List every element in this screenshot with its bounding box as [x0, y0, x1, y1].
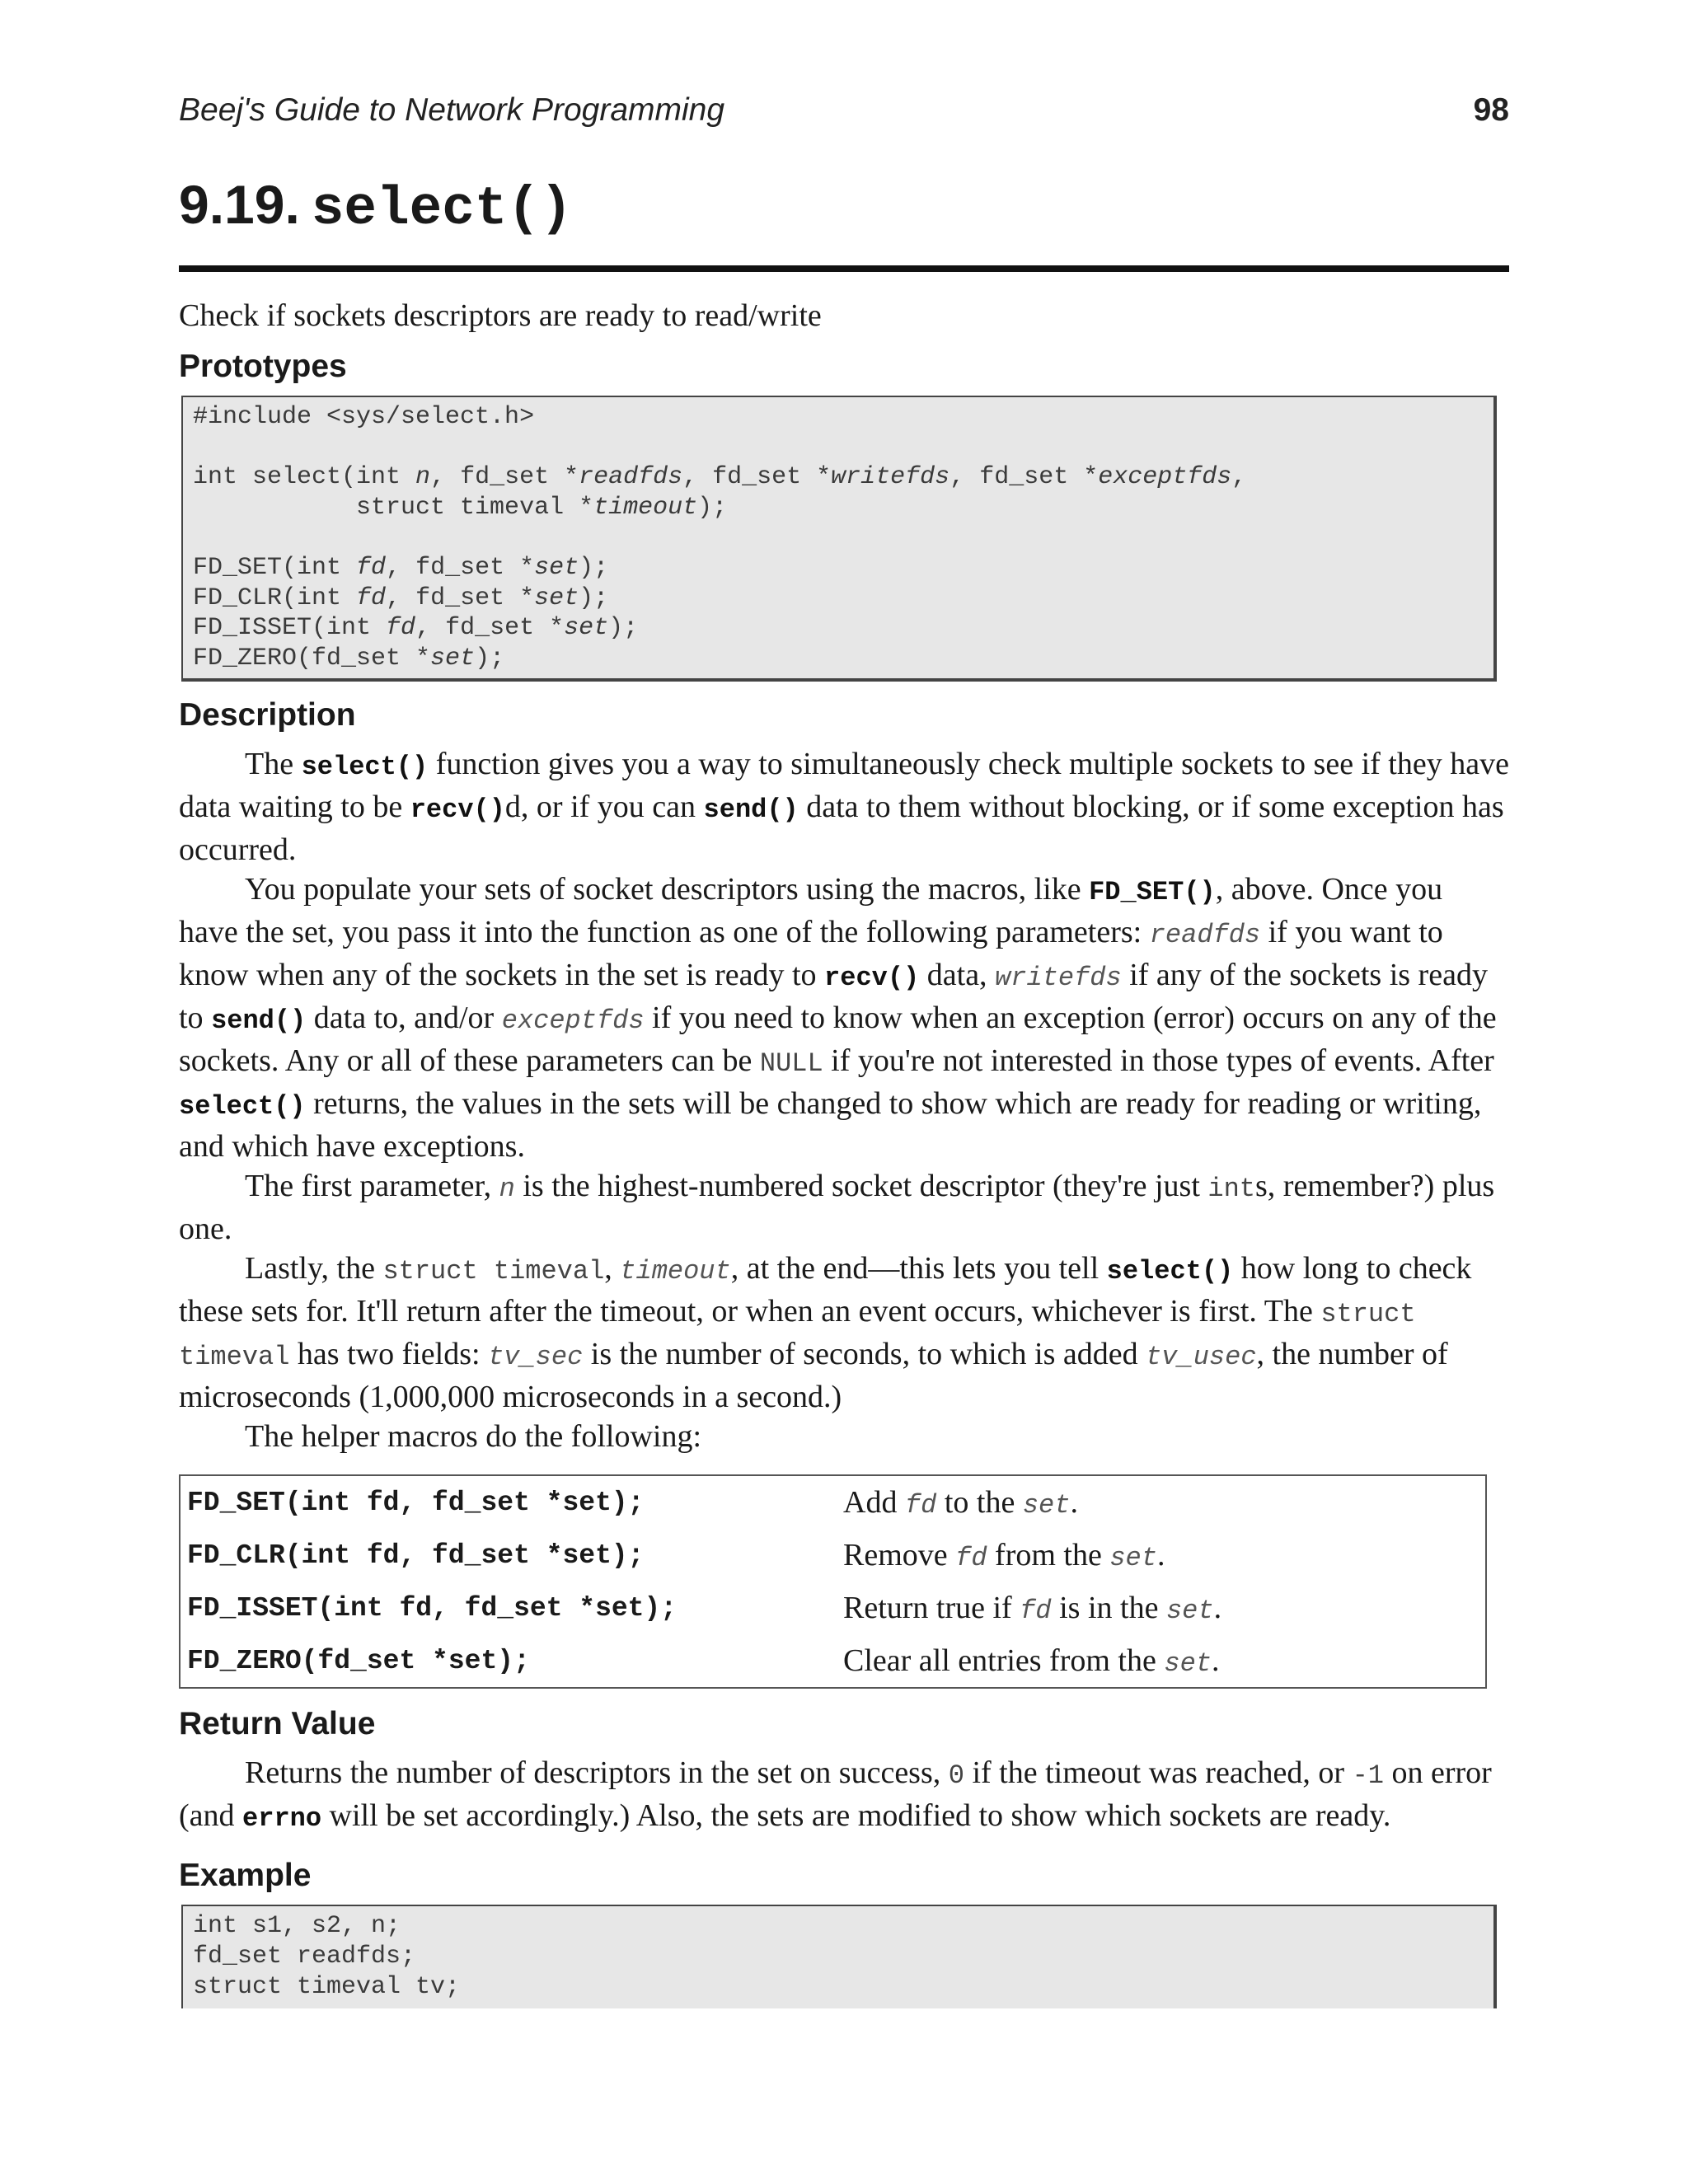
table-row [180, 1634, 1486, 1688]
code-line: struct timeval tv; [193, 1972, 461, 2001]
description-heading: Description [179, 697, 356, 733]
macro-signature: FD_ISSET(int fd, fd_set *set); [187, 1592, 678, 1624]
macro-signature: FD_ZERO(fd_set *set); [187, 1645, 530, 1676]
description-paragraph-3: The first parameter, n is the highest-numbered socket descriptor (they're just ints, remember?) plus one. [179, 1169, 1495, 1247]
function-summary: Check if sockets descriptors are ready to read/write [179, 298, 822, 333]
section-rule [179, 265, 1509, 272]
macro-signature: FD_SET(int fd, fd_set *set); [187, 1487, 645, 1518]
table-row [180, 1529, 1486, 1582]
description-paragraph-1: The select() function gives you a way to simultaneously check multiple sockets to see if they have data waiting to be recv()d, or if you can send() data to them without blocking, or if some exception has occurred. [179, 747, 1509, 868]
macro-signature: FD_CLR(int fd, fd_set *set); [187, 1540, 645, 1571]
running-header [179, 92, 1509, 135]
section-heading [179, 173, 573, 240]
macro-description: Return true if fd is in the set. [843, 1591, 1222, 1627]
description-paragraph-2: You populate your sets of socket descriptors using the macros, like FD_SET(), above. Once you have the set, you pass it into the function as one of the following parameters: readfds if you want to know when any of the sockets in the set is ready to recv() data, writefds if any of the sockets is ready to send() data to, and/or exceptfds if you need to know when an exception (error) occurs on any of the sockets. Any or all of these parameters can be NULL if you're not interested in those types of events. After select() returns, the values in the sets will be changed to show which are ready for reading or writing, and which have exceptions. [179, 872, 1497, 1165]
example-code-block [181, 1905, 1497, 2008]
section-number: 9.19. [179, 174, 300, 235]
section-body [179, 297, 1509, 2008]
book-title: Beej's Guide to Network Programming [179, 92, 725, 128]
table-row [180, 1475, 1486, 1529]
prototypes-code: #include <sys/select.h> int select(int n, fd_set *readfds, fd_set *writefds, fd_set *exceptfds, struct timeval *timeout); FD_SET(int fd, fd_set *set); FD_CLR(int fd, fd_set *set); FD_ISSET(int fd, fd_set *set); FD_ZERO(fd_set *set); [193, 403, 1247, 673]
return-value-heading: Return Value [179, 1706, 376, 1742]
example-heading: Example [179, 1858, 312, 1894]
prototypes-code-block [181, 396, 1497, 682]
helper-macros-table [179, 1474, 1487, 1689]
prototypes-heading: Prototypes [179, 349, 347, 384]
macro-description: Add fd to the set. [843, 1485, 1078, 1521]
description-paragraph-4: Lastly, the struct timeval, timeout, at the end—this lets you tell select() how long to check these sets for. It'll return after the timeout, or when an event occurs, whichever is first. The struct timeval has two fields: tv_sec is the number of seconds, to which is added tv_usec, the number of microseconds (1,000,000 microseconds in a second.) [179, 1251, 1472, 1415]
code-line: fd_set readfds; [193, 1942, 416, 1971]
section-function-name: select() [311, 178, 573, 240]
description-paragraph-5: The helper macros do the following: [245, 1419, 702, 1455]
macro-description: Clear all entries from the set. [843, 1643, 1220, 1680]
return-value-paragraph: Returns the number of descriptors in the set on success, 0 if the timeout was reached, or -1 on error (and errno will be set accordingly.) Also, the sets are modified to show which sockets are ready. [179, 1755, 1492, 1835]
example-code [193, 1911, 1484, 2002]
macro-description: Remove fd from the set. [843, 1538, 1165, 1574]
table-row [180, 1582, 1486, 1634]
code-line: int s1, s2, n; [193, 1912, 401, 1941]
page-number: 98 [1473, 92, 1509, 128]
